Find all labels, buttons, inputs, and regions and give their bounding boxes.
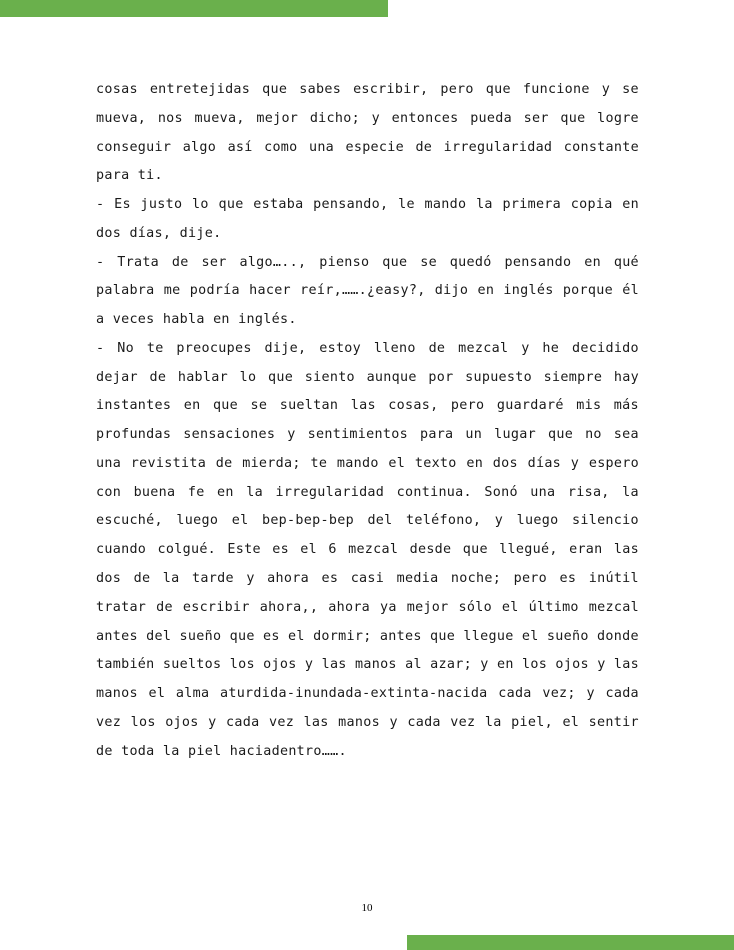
word: no [585, 427, 602, 443]
word: llegué, [499, 542, 558, 558]
word: en [477, 283, 495, 299]
word: espero [588, 455, 639, 471]
word: te [310, 455, 328, 471]
word: instantes [96, 398, 172, 414]
word: mueva, [194, 110, 245, 126]
word: es [272, 542, 289, 558]
word: como [264, 139, 298, 155]
word: vez [450, 714, 476, 730]
word: para [419, 427, 454, 443]
word: he [542, 340, 560, 356]
word: que [462, 542, 488, 558]
word: cada [226, 714, 260, 730]
word: un [465, 427, 483, 443]
word: vez; [542, 686, 576, 702]
word: y [601, 82, 611, 97]
word: nos [157, 110, 183, 126]
word: constante [563, 139, 639, 155]
page-number: 10 [361, 902, 373, 914]
word: y [208, 714, 217, 730]
word: de [415, 139, 433, 155]
word: y [597, 657, 606, 673]
word: pero [440, 82, 474, 97]
word: por [428, 369, 454, 385]
word: una [96, 455, 122, 471]
bottom-accent-bar [407, 935, 734, 950]
word: hacer [249, 283, 291, 299]
word: último [528, 599, 579, 615]
word: pensando, [313, 197, 389, 213]
word: manos [354, 657, 397, 673]
word: pueda [470, 110, 512, 126]
word: llegue [463, 628, 514, 644]
word: vez [268, 714, 295, 730]
text-line [96, 105, 639, 134]
word: texto [414, 455, 457, 471]
word: el [562, 714, 580, 730]
word: que [212, 398, 239, 414]
word: entretejidas [149, 82, 251, 97]
word: dicho; [309, 110, 360, 126]
word: luego [516, 513, 559, 529]
word: se [420, 254, 437, 270]
word: en [496, 657, 514, 673]
word: Trata [117, 254, 160, 270]
word: que [547, 427, 574, 443]
word: cada [407, 714, 441, 730]
word: ojos [263, 657, 297, 673]
word: teléfono, [406, 513, 482, 529]
word: mierda; [242, 455, 301, 471]
word: inútil [588, 571, 639, 587]
word: siempre [543, 369, 603, 385]
word: inglés [503, 283, 554, 299]
text-line [96, 335, 639, 364]
word: en [466, 455, 484, 471]
word: escribir [182, 599, 250, 615]
word: los [130, 714, 156, 730]
word: porque [562, 283, 613, 299]
word: bep-bep-bep [261, 513, 354, 529]
text-line [96, 507, 639, 536]
word: los [522, 657, 548, 673]
text-line: a veces habla en inglés. [96, 312, 297, 328]
word: y [521, 340, 530, 356]
word: dormir; [313, 628, 372, 644]
word: mezcal [458, 340, 509, 356]
word: lugar [494, 427, 536, 443]
word: el [388, 455, 406, 471]
text-line [96, 623, 639, 652]
text-line [96, 651, 639, 680]
word: lo [192, 197, 209, 213]
word: logre [597, 110, 639, 126]
word: - [96, 340, 105, 356]
word: y [304, 657, 314, 673]
word: de [149, 369, 167, 385]
word: la [246, 484, 263, 500]
text-line [96, 364, 639, 393]
word: dos [492, 455, 518, 471]
word: lleno [373, 340, 416, 356]
word: sentimientos [307, 427, 408, 443]
word: la [162, 571, 180, 587]
word: se [622, 82, 639, 97]
word: las [303, 714, 329, 730]
text-line [96, 191, 639, 220]
text-line [96, 421, 639, 450]
word: y [570, 455, 580, 471]
text-line [96, 565, 639, 594]
word: luego [176, 513, 219, 529]
word: entonces [391, 110, 459, 126]
word: las [613, 657, 639, 673]
word: lo [239, 369, 257, 385]
word: mando [336, 455, 379, 471]
word: reír,…….¿easy?, [300, 283, 426, 299]
word: cuando [96, 542, 147, 558]
word: desde [409, 542, 452, 558]
text-line [96, 479, 639, 508]
word: las [321, 657, 347, 673]
word: que [229, 628, 255, 644]
word: - [96, 254, 105, 270]
word: estaba [253, 197, 304, 213]
word: es [263, 628, 280, 644]
word: del [146, 628, 172, 644]
word: copia [570, 197, 613, 213]
text-line [96, 594, 639, 623]
word: que [485, 82, 511, 97]
text-line [96, 392, 639, 421]
word: pienso [319, 254, 370, 270]
word: pensando [504, 254, 572, 270]
text-line [96, 277, 639, 306]
word: días [527, 455, 562, 471]
word: - [96, 197, 105, 213]
word: dejar [96, 369, 138, 385]
word: mando [424, 197, 467, 213]
word: el [288, 628, 305, 644]
word: y [371, 110, 380, 126]
word: la [622, 484, 639, 500]
word: y [246, 571, 255, 587]
word: sea [613, 427, 639, 443]
word: azar; [430, 657, 472, 673]
word: es [559, 571, 577, 587]
word: el [521, 628, 539, 644]
word: que [382, 254, 408, 270]
word: decidido [572, 340, 639, 356]
word: en [584, 254, 601, 270]
text-line [96, 680, 639, 709]
word: una [308, 139, 335, 155]
word: eran [569, 542, 603, 558]
word: la [476, 197, 493, 213]
word: tratar [96, 599, 147, 615]
word: y [494, 513, 504, 529]
word: en [622, 197, 639, 213]
word: qué [613, 254, 639, 270]
text-line [96, 536, 639, 565]
word: dijo [434, 283, 469, 299]
word: mejor [406, 599, 449, 615]
word: sentir [588, 714, 639, 730]
word: piel, [511, 714, 553, 730]
word: hablar [177, 369, 228, 385]
word: más [613, 398, 639, 414]
word: noche; [450, 571, 502, 587]
word: hay [613, 369, 639, 385]
word: irregularidad [275, 484, 385, 500]
word: sólo [458, 599, 492, 615]
word: mezcal [588, 599, 639, 615]
word: risa, [567, 484, 610, 500]
word: también [96, 657, 155, 673]
word: antes [379, 628, 422, 644]
word: de [156, 599, 173, 615]
word: Sonó [484, 484, 518, 500]
word: sueltan [279, 398, 339, 414]
word: supuesto [465, 369, 533, 385]
word: del [367, 513, 393, 529]
word: primera [502, 197, 562, 213]
word: ojos [555, 657, 589, 673]
body-text [96, 76, 639, 766]
word: irregularidad [443, 139, 553, 155]
word: escuché, [96, 513, 163, 529]
word: profundas [96, 427, 172, 443]
word: mueva, [96, 110, 147, 126]
word: media [396, 571, 439, 587]
word: aturdida-inundada-extinta-nacida [219, 686, 488, 702]
word: guardaré [496, 398, 564, 414]
word: mis [576, 398, 602, 414]
word: las [350, 398, 376, 414]
text-line: dos días, dije. [96, 225, 222, 241]
word: donde [597, 628, 639, 644]
text-line [96, 450, 639, 479]
word: funcione [522, 82, 590, 97]
word: silencio [571, 513, 639, 529]
word: el [231, 513, 249, 529]
word: el [148, 686, 166, 702]
word: y [389, 714, 398, 730]
word: continua. [396, 484, 472, 500]
word: de [171, 254, 189, 270]
word: escribir, [353, 82, 429, 97]
word: estoy [319, 340, 362, 356]
word: es [321, 571, 339, 587]
word: sueño [179, 628, 222, 644]
word: conseguir [96, 139, 172, 155]
word: alma [175, 686, 210, 702]
word: justo [140, 197, 183, 213]
word: ahora,, [259, 599, 319, 615]
word: No [117, 340, 134, 356]
text-line: de toda la piel haciadentro……. [96, 743, 347, 759]
word: dos [96, 571, 122, 587]
word: dije, [264, 340, 307, 356]
text-line [96, 76, 639, 105]
word: siento [304, 369, 355, 385]
word: casi [350, 571, 385, 587]
word: preocupes [176, 340, 252, 356]
word: tarde [192, 571, 234, 587]
word: pero [513, 571, 548, 587]
word: y [586, 686, 595, 702]
word: las [613, 542, 639, 558]
word: el [501, 599, 519, 615]
word: cosas, [388, 398, 439, 414]
word: en [217, 484, 234, 500]
word: al [405, 657, 422, 673]
word: colgué. [157, 542, 217, 558]
word: ser [523, 110, 549, 126]
word: buena [133, 484, 176, 500]
word: ser [201, 254, 227, 270]
word: aunque [366, 369, 417, 385]
word: mezcal [348, 542, 399, 558]
word: ahora [328, 599, 371, 615]
word: cosas [96, 82, 138, 97]
word: y [287, 427, 296, 443]
word: revistita [130, 455, 207, 471]
word: algo….., [239, 254, 307, 270]
word: él [622, 283, 639, 299]
word: 6 [328, 542, 337, 558]
word: sueño [546, 628, 589, 644]
word: Es [114, 197, 131, 213]
text-line [96, 709, 639, 738]
word: mejor [256, 110, 299, 126]
word: quedó [449, 254, 492, 270]
word: con [96, 484, 122, 500]
word: y [480, 657, 489, 673]
word: le [398, 197, 415, 213]
word: te [146, 340, 164, 356]
word: ya [380, 599, 397, 615]
word: así [227, 139, 253, 155]
word: el [300, 542, 318, 558]
word: vez [96, 714, 122, 730]
word: especie [345, 139, 405, 155]
word: de [133, 571, 151, 587]
word: de [215, 455, 233, 471]
word: manos [338, 714, 380, 730]
word: podría [189, 283, 240, 299]
word: palabra [96, 283, 155, 299]
word: me [163, 283, 181, 299]
word: fe [187, 484, 205, 500]
word: los [229, 657, 255, 673]
word: que [268, 369, 294, 385]
word: que [430, 628, 456, 644]
word: Este [227, 542, 261, 558]
word: la [484, 714, 502, 730]
word: ojos [165, 714, 199, 730]
word: sensaciones [183, 427, 276, 443]
text-line [96, 249, 639, 278]
word: que [218, 197, 244, 213]
word: pero [450, 398, 485, 414]
word: ahora [267, 571, 309, 587]
word: sabes [299, 82, 342, 97]
word: sueltos [162, 657, 222, 673]
word: que [262, 82, 288, 97]
word: cada [498, 686, 532, 702]
word: cada [605, 686, 639, 702]
word: manos [96, 686, 138, 702]
word: se [250, 398, 268, 414]
text-line [96, 134, 639, 163]
top-accent-bar [0, 0, 388, 17]
word: en [183, 398, 201, 414]
word: una [530, 484, 556, 500]
text-line: para ti. [96, 168, 163, 184]
word: algo [182, 139, 217, 155]
word: antes [96, 628, 138, 644]
word: que [560, 110, 586, 126]
word: de [428, 340, 446, 356]
